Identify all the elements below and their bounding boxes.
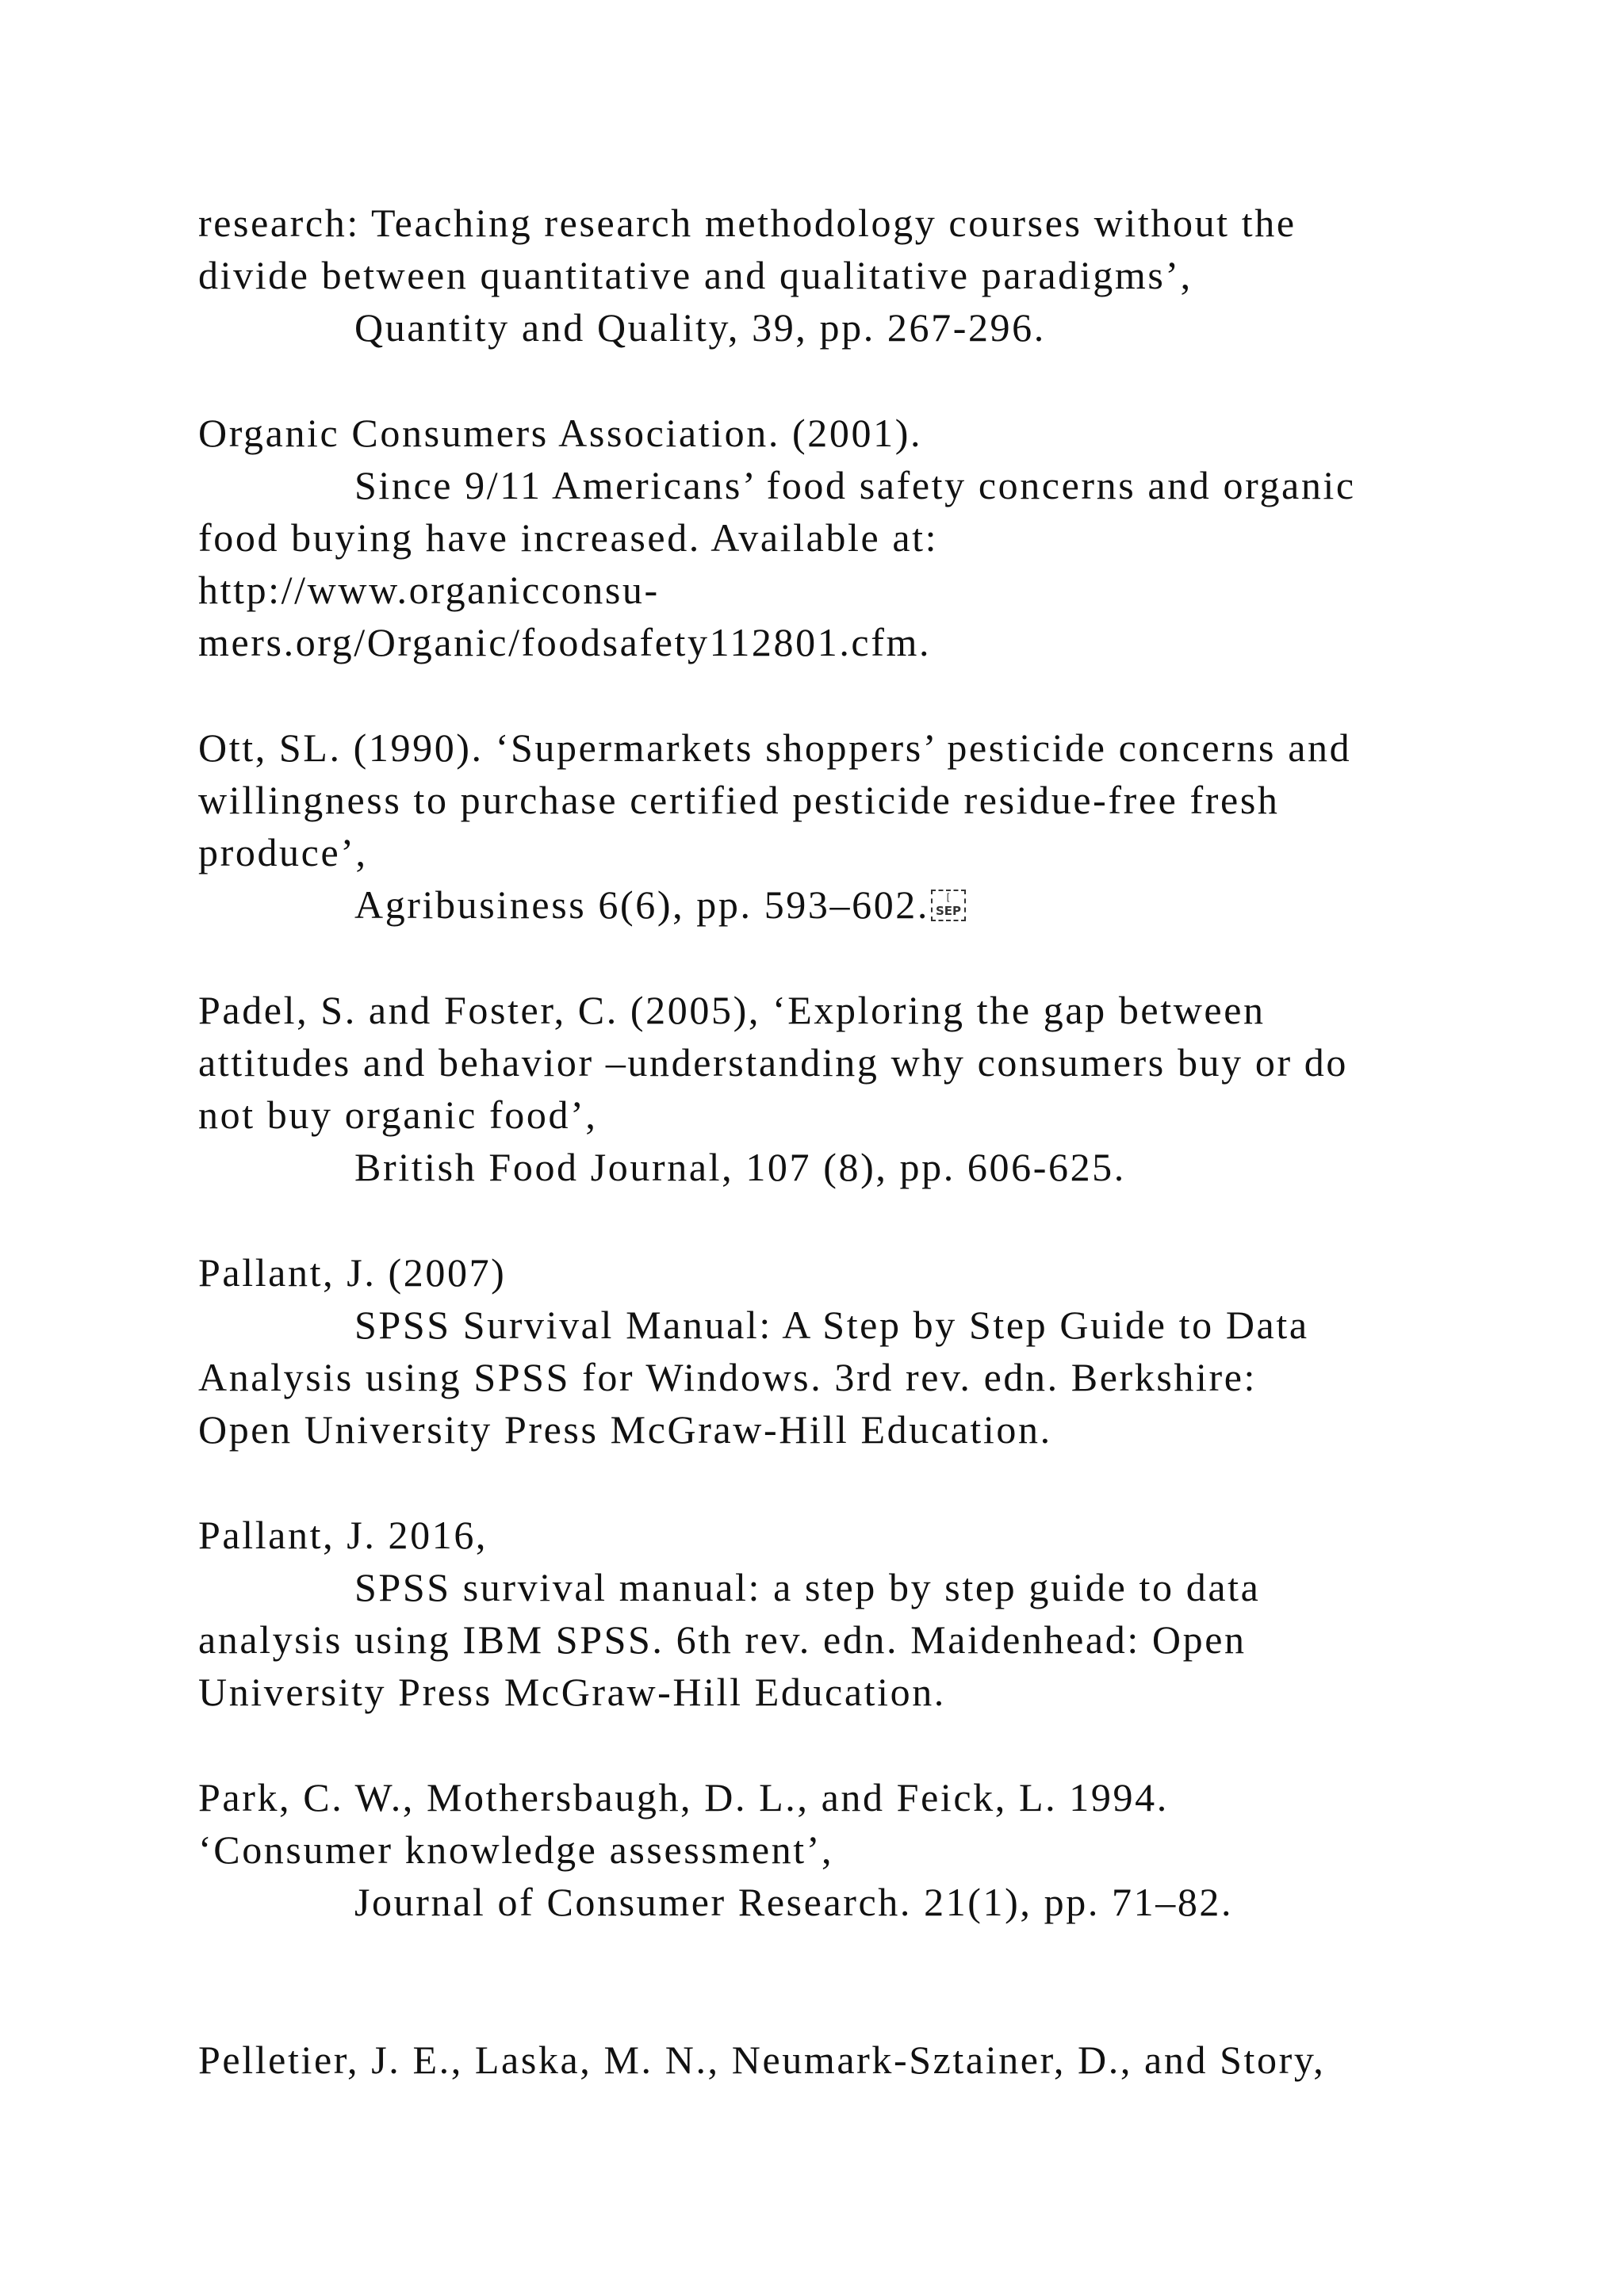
text-line: Ott, SL. (1990). ‘Supermarkets shoppers’ pesticide concerns and: [198, 725, 1352, 770]
text-line: Padel, S. and Foster, C. (2005), ‘Exploring the gap between: [198, 988, 1266, 1032]
text-line: food buying have increased. Available at:: [198, 515, 939, 560]
text-line: Park, C. W., Mothersbaugh, D. L., and Feick, L. 1994.: [198, 1775, 1169, 1820]
text-line-with-glyph: [354, 878, 966, 931]
text-line: SPSS survival manual: a step by step guide to data: [354, 1565, 1261, 1609]
text-line: Pallant, J. 2016,: [198, 1513, 488, 1557]
sep-glyph-bracket: [: [946, 892, 951, 903]
text-line: not buy organic food’,: [198, 1093, 598, 1137]
text-line: produce’,: [198, 830, 368, 874]
text-line: Analysis using SPSS for Windows. 3rd rev. edn. Berkshire:: [198, 1355, 1258, 1399]
sep-glyph-label: SEP: [935, 904, 962, 918]
text-line: Quantity and Quality, 39, pp. 267-296.: [354, 305, 1046, 350]
text-line: Open University Press McGraw-Hill Education.: [198, 1407, 1052, 1452]
text-line: Pallant, J. (2007): [198, 1250, 507, 1295]
text-line: divide between quantitative and qualitative paradigms’,: [198, 253, 1193, 297]
text-line: SPSS Survival Manual: A Step by Step Guide to Data: [354, 1303, 1309, 1347]
text-line: mers.org/Organic/foodsafety112801.cfm.: [198, 620, 932, 664]
text-line: Organic Consumers Association. (2001).: [198, 411, 923, 455]
text-line: Agribusiness 6(6), pp. 593–602.: [354, 882, 930, 927]
text-line: attitudes and behavior –understanding why consumers buy or do: [198, 1040, 1349, 1085]
text-line: University Press McGraw-Hill Education.: [198, 1670, 946, 1714]
text-line: Since 9/11 Americans’ food safety concerns and organic: [354, 463, 1356, 507]
text-line: http://www.organicconsu-: [198, 568, 660, 612]
text-line: ‘Consumer knowledge assessment’,: [198, 1827, 834, 1872]
text-line: willingness to purchase certified pesticide residue-free fresh: [198, 778, 1280, 822]
text-line: analysis using IBM SPSS. 6th rev. edn. Maidenhead: Open: [198, 1617, 1247, 1662]
text-line: Pelletier, J. E., Laska, M. N., Neumark-Sztainer, D., and Story,: [198, 2038, 1326, 2082]
separator-control-glyph-icon: [931, 890, 966, 921]
text-line: British Food Journal, 107 (8), pp. 606-625.: [354, 1145, 1126, 1189]
text-line: research: Teaching research methodology courses without the: [198, 201, 1297, 245]
text-line: Journal of Consumer Research. 21(1), pp. 71–82.: [354, 1880, 1234, 1924]
